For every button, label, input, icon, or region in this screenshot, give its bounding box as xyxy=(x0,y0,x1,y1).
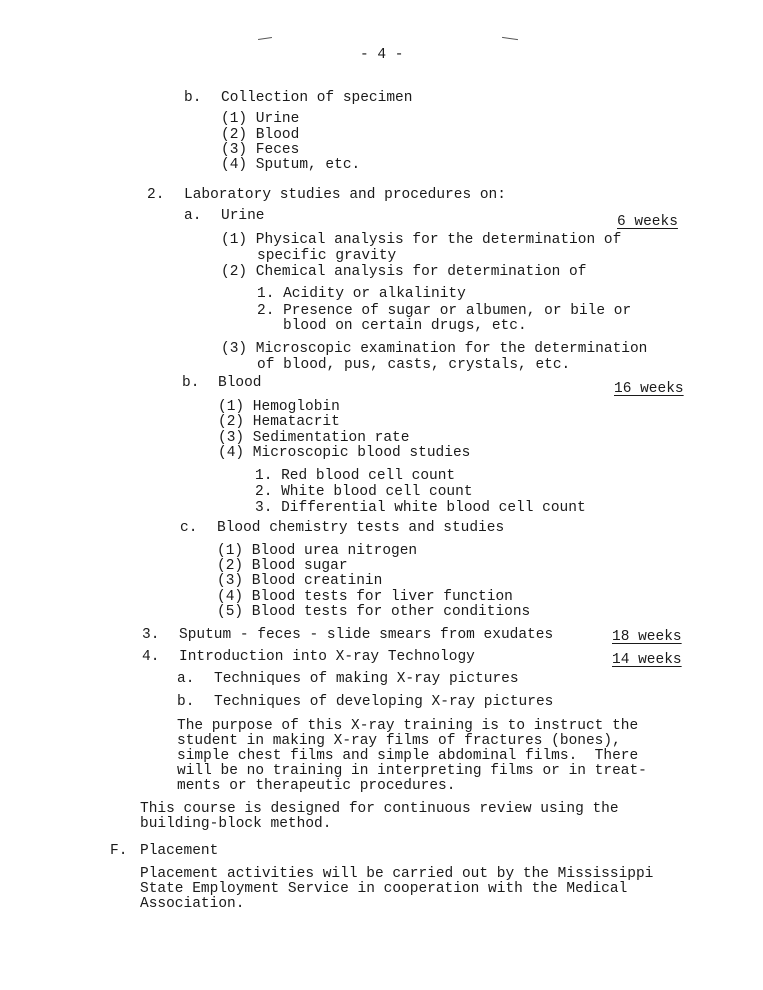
paragraph-line: student in making X-ray films of fractures (bones), xyxy=(177,733,621,749)
list-item: (1) Blood urea nitrogen xyxy=(217,543,418,559)
item-label: b. xyxy=(184,90,202,106)
list-item: (4) Microscopic blood studies xyxy=(218,445,471,461)
section-label: 2. xyxy=(147,187,165,203)
list-item: 1. Acidity or alkalinity xyxy=(257,286,466,302)
item-text: Collection of specimen xyxy=(221,90,413,106)
section-heading: Placement xyxy=(140,843,219,859)
list-item: (5) Blood tests for other conditions xyxy=(217,604,531,620)
paragraph-line: State Employment Service in cooperation with the Medical xyxy=(140,881,628,897)
list-item: (1) Physical analysis for the determination of xyxy=(221,232,622,248)
scan-mark xyxy=(502,37,518,40)
item-text: Blood xyxy=(218,375,262,391)
section-heading: Laboratory studies and procedures on: xyxy=(184,187,506,203)
scan-mark xyxy=(258,37,272,40)
item-text: Blood chemistry tests and studies xyxy=(217,520,505,536)
duration-label: 6 weeks xyxy=(617,214,678,230)
paragraph-line: Association. xyxy=(140,896,245,912)
section-label: F. xyxy=(110,843,128,859)
item-label: c. xyxy=(180,520,198,536)
list-item: (3) Feces xyxy=(221,142,300,158)
list-item: (2) Blood sugar xyxy=(217,558,348,574)
list-item: (3) Sedimentation rate xyxy=(218,430,410,446)
duration-label: 14 weeks xyxy=(612,652,682,668)
paragraph-line: The purpose of this X-ray training is to instruct the xyxy=(177,718,639,734)
list-item: 2. White blood cell count xyxy=(255,484,473,500)
section-label: 4. xyxy=(142,649,160,665)
item-text: Urine xyxy=(221,208,265,224)
list-item: (4) Blood tests for liver function xyxy=(217,589,513,605)
list-item: (3) Microscopic examination for the determination xyxy=(221,341,648,357)
paragraph-line: building-block method. xyxy=(140,816,332,832)
list-item: (4) Sputum, etc. xyxy=(221,157,361,173)
item-label: b. xyxy=(177,694,195,710)
list-item: 3. Differential white blood cell count xyxy=(255,500,586,516)
item-text: Techniques of making X-ray pictures xyxy=(214,671,519,687)
list-item: of blood, pus, casts, crystals, etc. xyxy=(257,357,571,373)
paragraph-line: ments or therapeutic procedures. xyxy=(177,778,456,794)
list-item: (1) Hemoglobin xyxy=(218,399,340,415)
duration-label: 18 weeks xyxy=(612,629,682,645)
list-item: blood on certain drugs, etc. xyxy=(283,318,527,334)
list-item: 1. Red blood cell count xyxy=(255,468,456,484)
section-heading: Introduction into X-ray Technology xyxy=(179,649,475,665)
item-text: Techniques of developing X-ray pictures xyxy=(214,694,554,710)
duration-label: 16 weeks xyxy=(614,381,684,397)
list-item: (2) Hematacrit xyxy=(218,414,340,430)
paragraph-line: Placement activities will be carried out by the Mississippi xyxy=(140,866,654,882)
list-item: (1) Urine xyxy=(221,111,300,127)
page-number: - 4 - xyxy=(360,47,404,63)
list-item: (2) Blood xyxy=(221,127,300,143)
section-heading: Sputum - feces - slide smears from exudates xyxy=(179,627,554,643)
paragraph-line: This course is designed for continuous review using the xyxy=(140,801,619,817)
section-label: 3. xyxy=(142,627,160,643)
list-item: (2) Chemical analysis for determination of xyxy=(221,264,587,280)
item-label: a. xyxy=(177,671,195,687)
list-item: 2. Presence of sugar or albumen, or bile or xyxy=(257,303,632,319)
paragraph-line: simple chest films and simple abdominal films. There xyxy=(177,748,639,764)
list-item: specific gravity xyxy=(257,248,397,264)
item-label: a. xyxy=(184,208,202,224)
item-label: b. xyxy=(182,375,200,391)
list-item: (3) Blood creatinin xyxy=(217,573,383,589)
paragraph-line: will be no training in interpreting films or in treat- xyxy=(177,763,647,779)
